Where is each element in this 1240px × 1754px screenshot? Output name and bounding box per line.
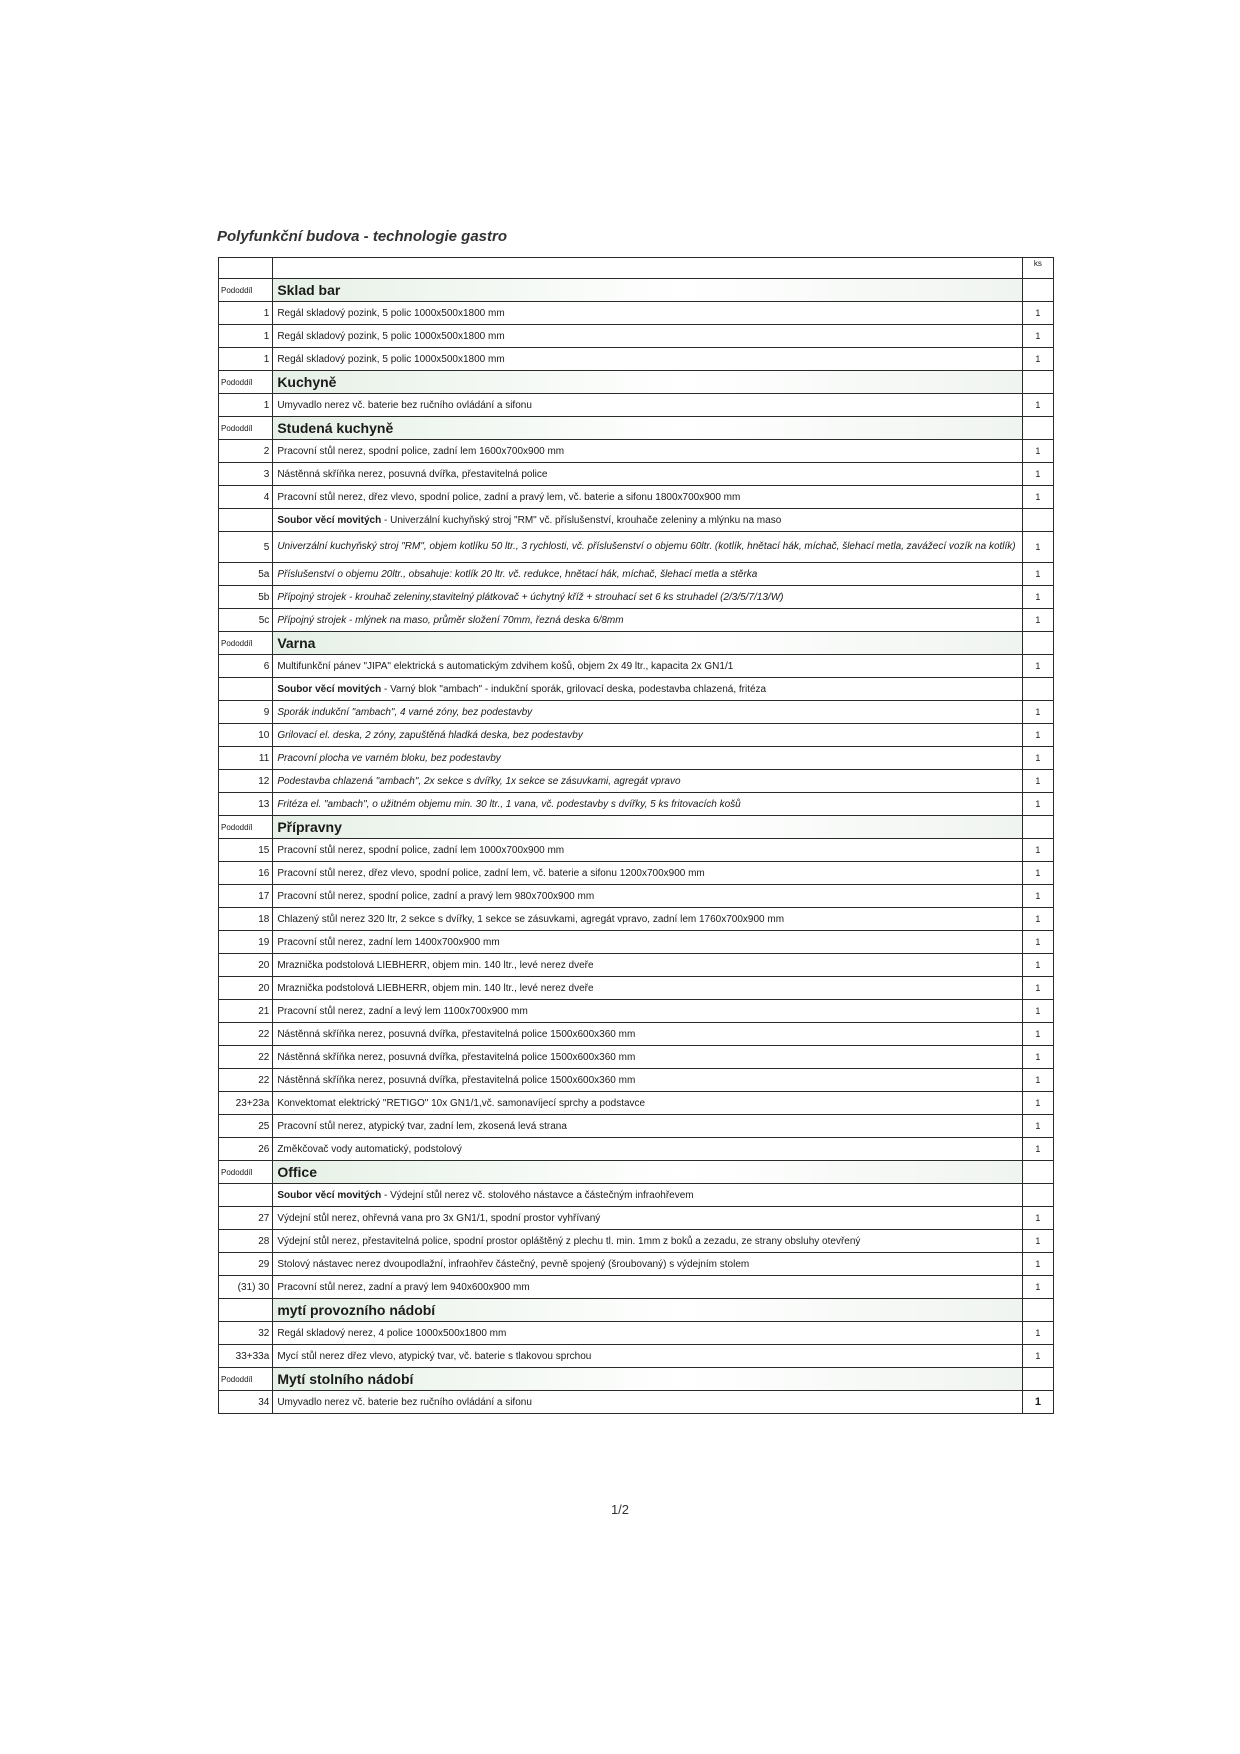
item-number-cell: (31) 30 (219, 1276, 273, 1299)
quantity-cell (1022, 371, 1053, 394)
item-number-cell: 27 (219, 1207, 273, 1230)
table-row (219, 1391, 1054, 1414)
quantity-cell: 1 (1022, 885, 1053, 908)
item-description-cell: Výdejní stůl nerez, ohřevná vana pro 3x GN1/1, spodní prostor vyhřívaný (273, 1207, 1022, 1230)
section-title-cell: Kuchyně (273, 371, 1022, 394)
table-row (219, 1207, 1054, 1230)
item-description-cell: Chlazený stůl nerez 320 ltr, 2 sekce s dvířky, 1 sekce se zásuvkami, agregát vpravo, zadní lem 1760x700x900 mm (273, 908, 1022, 931)
table-row (219, 1184, 1054, 1207)
quantity-cell: 1 (1022, 440, 1053, 463)
item-number-cell (219, 1184, 273, 1207)
item-description-cell: Výdejní stůl nerez, přestavitelná police, spodní prostor opláštěný z plechu tl. min. 1mm z boků a zezadu, ze strany obsluhy otevřený (273, 1230, 1022, 1253)
table-row (219, 532, 1054, 563)
quantity-cell: 1 (1022, 793, 1053, 816)
item-number-cell: 3 (219, 463, 273, 486)
soubor-heading: Soubor věcí movitých (277, 683, 382, 695)
soubor-text: - Univerzální kuchyňský stroj "RM" vč. příslušenství, krouhače zeleniny a mlýnku na maso (381, 514, 782, 526)
soubor-description-cell (273, 509, 1022, 532)
quantity-cell (1022, 279, 1053, 302)
item-number-cell: 23+23a (219, 1092, 273, 1115)
item-description-cell: Pracovní stůl nerez, zadní a pravý lem 940x600x900 mm (273, 1276, 1022, 1299)
quantity-cell: 1 (1022, 1230, 1053, 1253)
item-number-cell: 22 (219, 1069, 273, 1092)
item-number-cell: 5b (219, 586, 273, 609)
table-row (219, 1276, 1054, 1299)
quantity-cell (1022, 1299, 1053, 1322)
section-row (219, 417, 1054, 440)
item-description-cell: Pracovní stůl nerez, zadní lem 1400x700x900 mm (273, 931, 1022, 954)
table-row (219, 977, 1054, 1000)
quantity-cell: 1 (1022, 563, 1053, 586)
item-description-cell: Regál skladový pozink, 5 polic 1000x500x1800 mm (273, 348, 1022, 371)
item-description-cell: Mycí stůl nerez dřez vlevo, atypický tvar, vč. baterie s tlakovou sprchou (273, 1345, 1022, 1368)
table-row (219, 1069, 1054, 1092)
item-description-cell: Pracovní stůl nerez, dřez vlevo, spodní police, zadní lem, vč. baterie a sifonu 1200x700x900 mm (273, 862, 1022, 885)
table-row (219, 747, 1054, 770)
table-row (219, 1046, 1054, 1069)
item-description-cell: Umyvadlo nerez vč. baterie bez ručního ovládání a sifonu (273, 1391, 1022, 1414)
document-title: Polyfunkční budova - technologie gastro (217, 228, 508, 245)
item-number-cell: 19 (219, 931, 273, 954)
item-description-cell: Přípojný strojek - krouhač zeleniny,stavitelný plátkovač + úchytný kříž + strouhací set 6 ks struhadel (2/3/5/7/13/W) (273, 586, 1022, 609)
quantity-cell: 1 (1022, 862, 1053, 885)
section-row (219, 1299, 1054, 1322)
quantity-cell: 1 (1022, 302, 1053, 325)
item-number-cell: 11 (219, 747, 273, 770)
section-row (219, 371, 1054, 394)
item-number-cell: 33+33a (219, 1345, 273, 1368)
quantity-cell (1022, 1161, 1053, 1184)
section-label-cell: Pododdíl (219, 417, 273, 440)
table-row (219, 885, 1054, 908)
item-description-cell: Mraznička podstolová LIEBHERR, objem min. 140 ltr., levé nerez dveře (273, 954, 1022, 977)
item-description-cell: Fritéza el. "ambach", o užitném objemu min. 30 ltr., 1 vana, vč. podestavby s dvířky, 5 ks fritovacích košů (273, 793, 1022, 816)
section-label-cell: Pododdíl (219, 1368, 273, 1391)
item-description-cell: Umyvadlo nerez vč. baterie bez ručního ovládání a sifonu (273, 394, 1022, 417)
table-row (219, 1253, 1054, 1276)
item-description-cell: Pracovní stůl nerez, spodní police, zadní lem 1600x700x900 mm (273, 440, 1022, 463)
table-row (219, 1115, 1054, 1138)
item-description-cell: Nástěnná skříňka nerez, posuvná dvířka, přestavitelná police 1500x600x360 mm (273, 1069, 1022, 1092)
item-description-cell: Multifunkční pánev "JIPA" elektrická s automatickým zdvihem košů, objem 2x 49 ltr., kapacita 2x GN1/1 (273, 655, 1022, 678)
item-description-cell: Nástěnná skříňka nerez, posuvná dvířka, přestavitelná police 1500x600x360 mm (273, 1023, 1022, 1046)
item-number-cell (219, 678, 273, 701)
section-title-cell: Přípravny (273, 816, 1022, 839)
quantity-cell: 1 (1022, 486, 1053, 509)
table-row (219, 463, 1054, 486)
table-row (219, 394, 1054, 417)
item-description-cell: Mraznička podstolová LIEBHERR, objem min. 140 ltr., levé nerez dveře (273, 977, 1022, 1000)
quantity-cell: 1 (1022, 1253, 1053, 1276)
table-row (219, 1322, 1054, 1345)
table-row (219, 348, 1054, 371)
quantity-cell (1022, 1184, 1053, 1207)
quantity-cell: 1 (1022, 839, 1053, 862)
quantity-cell (1022, 678, 1053, 701)
item-description-cell: Konvektomat elektrický "RETIGO" 10x GN1/1,vč. samonavíjecí sprchy a podstavce (273, 1092, 1022, 1115)
table-row (219, 509, 1054, 532)
item-description-cell: Grilovací el. deska, 2 zóny, zapuštěná hladká deska, bez podestavby (273, 724, 1022, 747)
item-description-cell: Podestavba chlazená "ambach", 2x sekce s dvířky, 1x sekce se zásuvkami, agregát vpravo (273, 770, 1022, 793)
table-row (219, 1230, 1054, 1253)
header-desc-cell (273, 258, 1022, 279)
item-description-cell: Sporák indukční "ambach", 4 varné zóny, bez podestavby (273, 701, 1022, 724)
section-label-cell: Pododdíl (219, 371, 273, 394)
table-row (219, 724, 1054, 747)
item-number-cell: 22 (219, 1023, 273, 1046)
table-row (219, 678, 1054, 701)
soubor-heading: Soubor věcí movitých (277, 1189, 382, 1201)
quantity-cell (1022, 816, 1053, 839)
quantity-cell: 1 (1022, 532, 1053, 563)
item-description-cell: Pracovní stůl nerez, dřez vlevo, spodní police, zadní a pravý lem, vč. baterie a sifonu 1800x700x900 mm (273, 486, 1022, 509)
quantity-cell: 1 (1022, 1276, 1053, 1299)
table-row (219, 908, 1054, 931)
item-number-cell: 1 (219, 348, 273, 371)
item-description-cell: Univerzální kuchyňský stroj "RM", objem kotlíku 50 ltr., 3 rychlosti, vč. příslušenství o objemu 60ltr. (kotlík, hnětací hák, míchač, šlehací metla, zavážecí vozík na kotlík) (273, 532, 1022, 563)
quantity-cell: 1 (1022, 609, 1053, 632)
quantity-cell: 1 (1022, 1115, 1053, 1138)
item-description-cell: Regál skladový pozink, 5 polic 1000x500x1800 mm (273, 302, 1022, 325)
section-row (219, 279, 1054, 302)
item-description-cell: Přípojný strojek - mlýnek na maso, průměr složení 70mm, řezná deska 6/8mm (273, 609, 1022, 632)
item-number-cell: 10 (219, 724, 273, 747)
section-label-cell: Pododdíl (219, 632, 273, 655)
item-number-cell: 2 (219, 440, 273, 463)
table-row (219, 701, 1054, 724)
section-row (219, 632, 1054, 655)
section-title-cell: mytí provozního nádobí (273, 1299, 1022, 1322)
header-ks-cell: ks (1022, 258, 1053, 279)
section-label-cell: Pododdíl (219, 1161, 273, 1184)
quantity-cell: 1 (1022, 931, 1053, 954)
item-number-cell: 17 (219, 885, 273, 908)
item-description-cell: Pracovní stůl nerez, spodní police, zadní a pravý lem 980x700x900 mm (273, 885, 1022, 908)
item-number-cell: 34 (219, 1391, 273, 1414)
quantity-cell: 1 (1022, 1138, 1053, 1161)
table-row (219, 1138, 1054, 1161)
quantity-cell: 1 (1022, 701, 1053, 724)
table-row (219, 839, 1054, 862)
quantity-cell (1022, 509, 1053, 532)
soubor-description-cell (273, 1184, 1022, 1207)
item-description-cell: Příslušenství o objemu 20ltr., obsahuje: kotlík 20 ltr. vč. redukce, hnětací hák, míchač, šlehací metla a stěrka (273, 563, 1022, 586)
table-row (219, 954, 1054, 977)
item-number-cell (219, 509, 273, 532)
section-label-cell: Pododdíl (219, 279, 273, 302)
table-row (219, 1092, 1054, 1115)
table-row (219, 1000, 1054, 1023)
section-title-cell: Office (273, 1161, 1022, 1184)
item-description-cell: Pracovní stůl nerez, zadní a levý lem 1100x700x900 mm (273, 1000, 1022, 1023)
item-number-cell: 5c (219, 609, 273, 632)
item-description-cell: Regál skladový nerez, 4 police 1000x500x1800 mm (273, 1322, 1022, 1345)
item-number-cell: 1 (219, 325, 273, 348)
soubor-text: - Varný blok "ambach" - indukční sporák, grilovací deska, podestavba chlazená, fritéza (381, 683, 767, 695)
section-title-cell: Varna (273, 632, 1022, 655)
table-row (219, 486, 1054, 509)
soubor-description-cell (273, 678, 1022, 701)
table-row (219, 931, 1054, 954)
quantity-cell (1022, 632, 1053, 655)
table-row (219, 440, 1054, 463)
item-description-cell: Nástěnná skříňka nerez, posuvná dvířka, přestavitelná police 1500x600x360 mm (273, 1046, 1022, 1069)
item-number-cell: 26 (219, 1138, 273, 1161)
table-row (219, 302, 1054, 325)
item-number-cell: 18 (219, 908, 273, 931)
table-row (219, 586, 1054, 609)
section-label-cell (219, 1299, 273, 1322)
quantity-cell: 1 (1022, 1322, 1053, 1345)
item-number-cell: 25 (219, 1115, 273, 1138)
quantity-cell (1022, 1368, 1053, 1391)
section-row (219, 1368, 1054, 1391)
table-row (219, 1345, 1054, 1368)
item-number-cell: 9 (219, 701, 273, 724)
item-description-cell: Pracovní stůl nerez, spodní police, zadní lem 1000x700x900 mm (273, 839, 1022, 862)
soubor-heading: Soubor věcí movitých (277, 514, 382, 526)
table-row (219, 325, 1054, 348)
quantity-cell: 1 (1022, 1092, 1053, 1115)
item-description-cell: Pracovní plocha ve varném bloku, bez podestavby (273, 747, 1022, 770)
table-row (219, 862, 1054, 885)
quantity-cell: 1 (1022, 655, 1053, 678)
item-description-cell: Regál skladový pozink, 5 polic 1000x500x1800 mm (273, 325, 1022, 348)
item-number-cell: 20 (219, 954, 273, 977)
section-row (219, 816, 1054, 839)
quantity-cell: 1 (1022, 463, 1053, 486)
section-title-cell: Sklad bar (273, 279, 1022, 302)
table-row (219, 1023, 1054, 1046)
item-number-cell: 5 (219, 532, 273, 563)
section-label-cell: Pododdíl (219, 816, 273, 839)
table-row (219, 609, 1054, 632)
item-number-cell: 13 (219, 793, 273, 816)
item-number-cell: 1 (219, 302, 273, 325)
table-header-row (219, 258, 1054, 279)
item-description-cell: Nástěnná skříňka nerez, posuvná dvířka, přestavitelná police (273, 463, 1022, 486)
quantity-cell: 1 (1022, 1207, 1053, 1230)
item-number-cell: 29 (219, 1253, 273, 1276)
item-number-cell: 4 (219, 486, 273, 509)
quantity-cell: 1 (1022, 747, 1053, 770)
item-number-cell: 1 (219, 394, 273, 417)
quantity-cell: 1 (1022, 1069, 1053, 1092)
quantity-cell: 1 (1022, 1023, 1053, 1046)
equipment-table-body (219, 258, 1054, 1414)
table-row (219, 563, 1054, 586)
section-title-cell: Mytí stolního nádobí (273, 1368, 1022, 1391)
quantity-cell: 1 (1022, 325, 1053, 348)
item-number-cell: 16 (219, 862, 273, 885)
item-number-cell: 6 (219, 655, 273, 678)
item-number-cell: 15 (219, 839, 273, 862)
quantity-cell (1022, 417, 1053, 440)
quantity-cell: 1 (1022, 908, 1053, 931)
quantity-cell: 1 (1022, 394, 1053, 417)
table-row (219, 770, 1054, 793)
item-number-cell: 5a (219, 563, 273, 586)
quantity-cell: 1 (1022, 1000, 1053, 1023)
item-number-cell: 12 (219, 770, 273, 793)
quantity-cell: 1 (1022, 1046, 1053, 1069)
item-number-cell: 21 (219, 1000, 273, 1023)
table-row (219, 655, 1054, 678)
table-row (219, 793, 1054, 816)
quantity-cell: 1 (1022, 1345, 1053, 1368)
item-number-cell: 22 (219, 1046, 273, 1069)
item-description-cell: Pracovní stůl nerez, atypický tvar, zadní lem, zkosená levá strana (273, 1115, 1022, 1138)
item-number-cell: 28 (219, 1230, 273, 1253)
item-number-cell: 32 (219, 1322, 273, 1345)
quantity-cell: 1 (1022, 1391, 1053, 1414)
soubor-text: - Výdejní stůl nerez vč. stolového nástavce a částečným infraohřevem (381, 1189, 694, 1201)
quantity-cell: 1 (1022, 724, 1053, 747)
quantity-cell: 1 (1022, 348, 1053, 371)
header-no-cell (219, 258, 273, 279)
page-number: 1/2 (610, 1502, 630, 1517)
section-title-cell: Studená kuchyně (273, 417, 1022, 440)
item-description-cell: Stolový nástavec nerez dvoupodlažní, infraohřev částečný, pevně spojený (šroubovaný) s výdejním stolem (273, 1253, 1022, 1276)
quantity-cell: 1 (1022, 770, 1053, 793)
quantity-cell: 1 (1022, 954, 1053, 977)
equipment-table (218, 257, 1054, 1414)
section-row (219, 1161, 1054, 1184)
quantity-cell: 1 (1022, 977, 1053, 1000)
item-number-cell: 20 (219, 977, 273, 1000)
item-description-cell: Změkčovač vody automatický, podstolový (273, 1138, 1022, 1161)
quantity-cell: 1 (1022, 586, 1053, 609)
